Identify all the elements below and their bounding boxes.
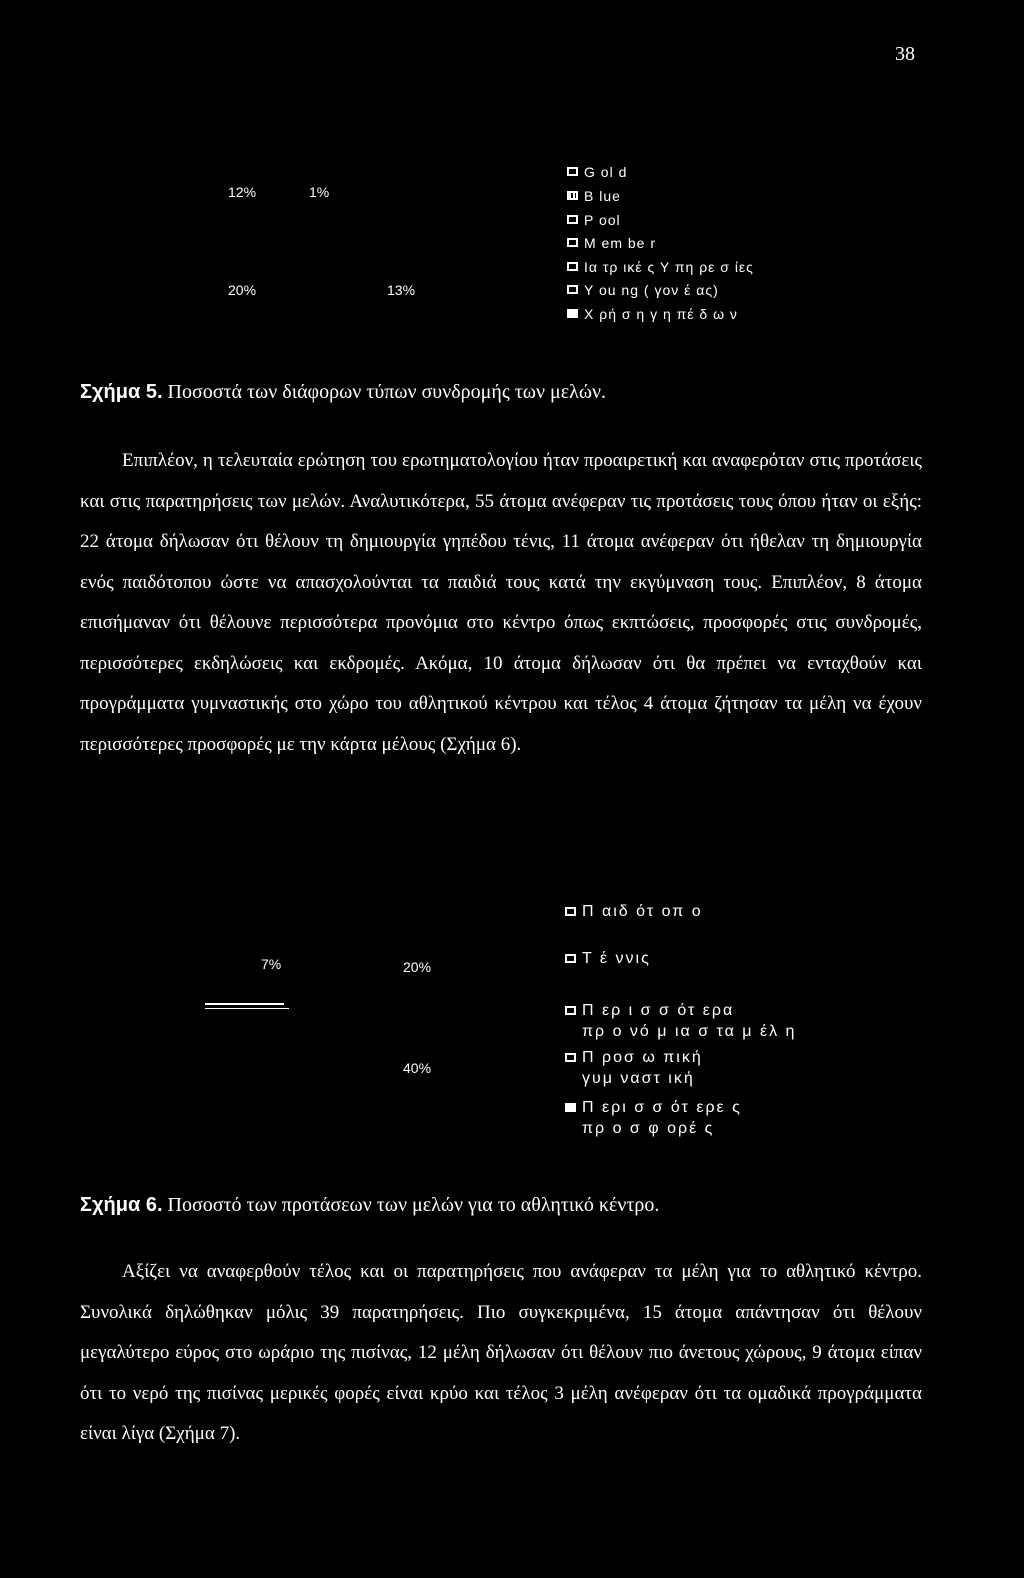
fig6-legend-label-line2: πρ ο σ φ ορέ ς <box>582 1120 715 1137</box>
fig5-legend-item <box>567 235 656 251</box>
outline-box-icon <box>565 907 576 916</box>
outline-box-icon <box>567 167 578 176</box>
fig6-caption-text: Ποσοστό των προτάσεων των μελών για το αθλητικό κέντρο. <box>162 1194 660 1216</box>
outline-box-icon <box>567 238 578 247</box>
fig5-percent-label: 12% <box>228 184 257 200</box>
fig5-legend-item <box>567 164 627 180</box>
fig5-legend-label: Y ou ng ( γον έ ας) <box>584 282 719 298</box>
fig5-legend-label: P ool <box>584 212 621 228</box>
fig6-percent-label: 7% <box>261 956 282 972</box>
fig6-caption <box>80 1194 659 1217</box>
page-number: 38 <box>895 43 915 65</box>
fig5-legend-label: Ια τρ ικέ ς Υ πη ρε σ ίες <box>584 259 754 275</box>
outline-box-icon <box>567 262 578 271</box>
fig6-legend-label-line2: γυμ ναστ ική <box>582 1070 695 1087</box>
fig5-legend-item <box>567 282 719 298</box>
chart-fragment-line <box>205 1008 289 1009</box>
fig6-legend-item <box>565 950 651 968</box>
outline-box-icon <box>567 285 578 294</box>
hatched-box-icon <box>567 191 578 200</box>
outline-box-icon <box>565 954 576 963</box>
fig6-percent-label: 20% <box>403 959 432 975</box>
body-paragraph: Επιπλέον, η τελευταία ερώτηση του ερωτηματολογίου ήταν προαιρετική και αναφερόταν στις προτάσεις και στις παρατηρήσεις των μελών. Αναλυτικότερα, 55 άτομα ανέφεραν τις προτάσεις τους όπου ήταν οι εξής: 22 άτομα δήλωσαν ότι θέλουν τη δημιουργία γηπέδου τένις, 11 άτομα ανέφεραν ότι ήθελαν τη δημιουργία ενός παιδότοπου ώστε να απασχολούνται τα παιδιά τους κατά την εκγύμναση τους. Επιπλέον, 8 άτομα επισήμαναν ότι θέλουνε περισσότερα προνόμια στο κέντρο όπως εκπτώσεις, προσφορές στις συνδρομές, περισσότερες εκδηλώσεις και εκδρομές. Ακόμα, 10 άτομα δήλωσαν ότι θα πρέπει να ενταχθούν και προγράμματα γυμναστικής στο χώρο του αθλητικού κέντρου και τέλος 4 άτομα ζήτησαν τα μέλη να έχουν περισσότερες προσφορές με την κάρτα μέλους (Σχήμα 6). <box>80 450 922 755</box>
fig5-legend-item <box>567 188 621 204</box>
fig6-legend-label: Π ερ ι σ σ ότ ερα <box>582 1002 735 1019</box>
fig6-legend-item <box>565 903 703 921</box>
outline-box-icon <box>567 215 578 224</box>
fig6-legend-label: Π αιδ ότ οπ ο <box>582 903 703 920</box>
fig5-caption-number: Σχήμα 5. <box>80 381 163 403</box>
body-paragraph: Αξίζει να αναφερθούν τέλος και οι παρατηρήσεις που ανάφεραν τα μέλη για το αθλητικό κέντρο. Συνολικά δηλώθηκαν μόλις 39 παρατηρήσεις. Πιο συγκεκριμένα, 15 άτομα απάντησαν ότι θέλουν μεγαλύτερο εύρος στο ωράριο της πισίνας, 12 μέλη δήλωσαν ότι θέλουν πιο άνετους χώρους, 9 άτομα είπαν ότι το νερό της πισίνας μερικές φορές είναι κρύο και τέλος 3 μέλη ανέφεραν ότι τα ομαδικά προγράμματα είναι λίγα (Σχήμα 7). <box>80 1261 922 1444</box>
fig6-legend-item <box>565 1049 703 1088</box>
fig5-legend-item <box>567 259 754 275</box>
fig5-percent-label: 13% <box>387 282 416 298</box>
filled-box-icon <box>567 309 578 318</box>
fig5-legend-label: M em be r <box>584 235 657 251</box>
fig5-legend-label: B lue <box>584 188 621 204</box>
fig5-percent-label: 1% <box>309 184 330 200</box>
fig5-percent-label: 20% <box>228 282 257 298</box>
filled-box-icon <box>565 1103 576 1112</box>
fig6-legend-label: Π ροσ ω πική <box>582 1049 703 1066</box>
fig5-legend-item <box>567 306 738 322</box>
chart-fragment-line <box>205 1003 284 1005</box>
fig6-legend-label: Π ερι σ σ ότ ερε ς <box>582 1099 742 1116</box>
outline-box-icon <box>565 1006 576 1015</box>
fig6-legend-item <box>565 1099 742 1138</box>
fig5-caption <box>80 381 606 404</box>
fig6-legend-item <box>565 1002 796 1041</box>
fig5-legend-label: G ol d <box>584 164 628 180</box>
fig6-legend-label-line2: πρ ο νό μ ια σ τα μ έλ η <box>582 1023 797 1040</box>
fig6-legend-label: Τ έ ννις <box>582 950 651 967</box>
fig6-percent-label: 40% <box>403 1060 432 1076</box>
fig5-legend-item <box>567 212 621 228</box>
fig5-caption-text: Ποσοστά των διάφορων τύπων συνδρομής των μελών. <box>162 381 607 403</box>
fig5-legend-label: Χ ρή σ η γ η πέ δ ω ν <box>584 306 738 322</box>
outline-box-icon <box>565 1053 576 1062</box>
fig6-caption-number: Σχήμα 6. <box>80 1194 163 1216</box>
